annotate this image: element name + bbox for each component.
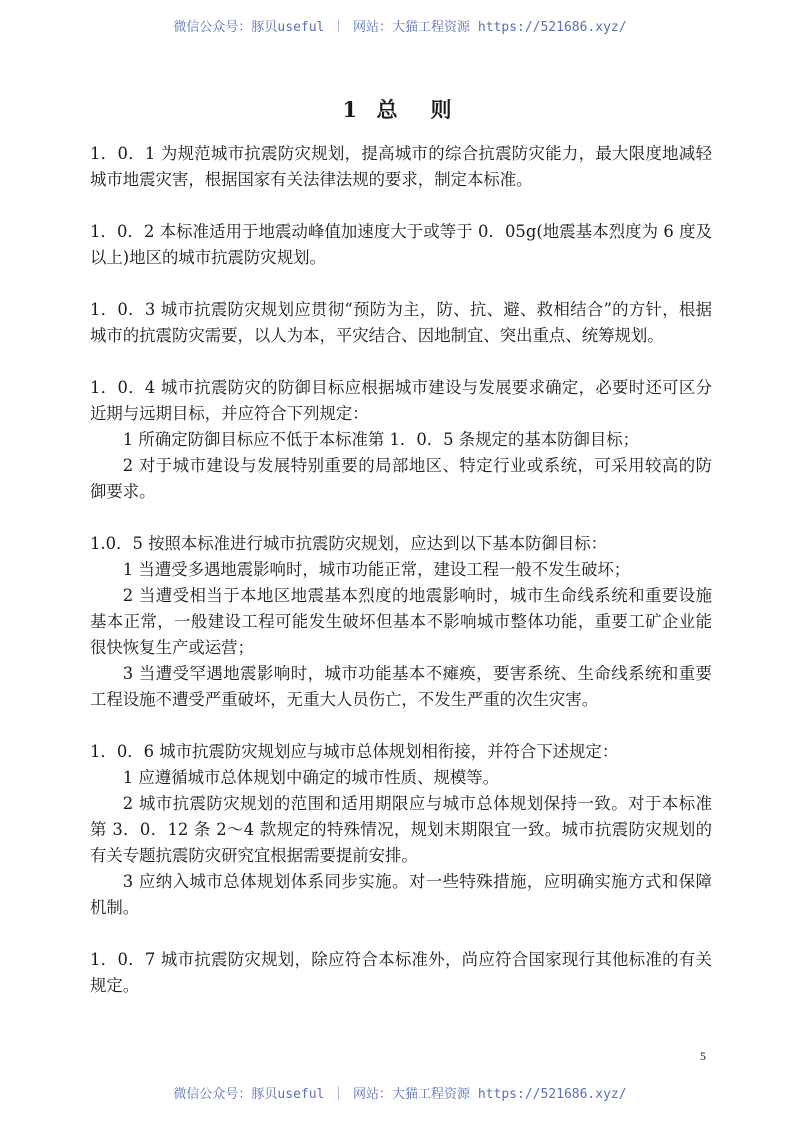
clause-1-0-2: 1．0．2 本标准适用于地震动峰值加速度大于或等于 0．05g(地震基本烈度为 6 度及以上)地区的城市抗震防灾规划。 [90,222,712,267]
clause-1-0-5: 1.0．5 按照本标准进行城市抗震防灾规划，应达到以下基本防御目标： [90,534,608,553]
clause-1-0-3: 1．0．3 城市抗震防灾规划应贯彻“预防为主，防、抗、避、救相结合”的方针，根据城市的抗震防灾需要，以人为本，平灾结合、因地制宜、突出重点、统筹规划。 [90,300,712,345]
clause-1-0-5-item-1: 1 当遭受多遇地震影响时，城市功能正常，建设工程一般不发生破坏； [122,560,631,579]
clause-1-0-6: 1．0．6 城市抗震防灾规划应与城市总体规划相衔接，并符合下述规定： [90,742,619,761]
clause-1-0-1: 1．0．1 为规范城市抗震防灾规划，提高城市的综合抗震防灾能力，最大限度地减轻城市地震灾害，根据国家有关法律法规的要求，制定本标准。 [90,144,712,189]
clause-1-0-4-item-1: 1 所确定防御目标应不低于本标准第 1．0．5 条规定的基本防御目标； [122,430,640,449]
clause-1-0-5-item-2: 2 当遭受相当于本地区地震基本烈度的地震影响时，城市生命线系统和重要设施基本正常，一般建设工程可能发生破坏但基本不影响城市整体功能，重要工矿企业能很快恢复生产或运营； [90,586,712,657]
clause-1-0-6-item-3: 3 应纳入城市总体规划体系同步实施。对一些特殊措施，应明确实施方式和保障机制。 [90,872,712,917]
chapter-title: 1 总 则 [342,97,458,122]
document-body [90,141,712,999]
clause-1-0-4: 1．0．4 城市抗震防灾的防御目标应根据城市建设与发展要求确定，必要时还可区分近期与远期目标，并应符合下列规定： [90,378,712,423]
page-number: 5 [700,1049,706,1063]
clause-1-0-5-item-3: 3 当遭受罕遇地震影响时，城市功能基本不瘫痪，要害系统、生命线系统和重要工程设施不遭受严重破坏，无重大人员伤亡，不发生严重的次生灾害。 [90,664,712,709]
clause-1-0-7: 1．0．7 城市抗震防灾规划，除应符合本标准外，尚应符合国家现行其他标准的有关规定。 [90,950,712,995]
clause-1-0-6-item-1: 1 应遵循城市总体规划中确定的城市性质、规模等。 [122,768,500,787]
footer-watermark: 微信公众号：豚贝useful ｜ 网站：大猫工程资源 https://521686.xyz/ [173,1087,627,1102]
header-watermark: 微信公众号：豚贝useful ｜ 网站：大猫工程资源 https://521686.xyz/ [173,20,627,35]
clause-1-0-6-item-2: 2 城市抗震防灾规划的范围和适用期限应与城市总体规划保持一致。对于本标准第 3．0．12 条 2～4 款规定的特殊情况，规划末期限宜一致。城市抗震防灾规划的有关专题抗震防灾研究宜根据需要提前安排。 [90,794,712,865]
clause-1-0-4-item-2: 2 对于城市建设与发展特别重要的局部地区、特定行业或系统，可采用较高的防御要求。 [90,456,712,501]
